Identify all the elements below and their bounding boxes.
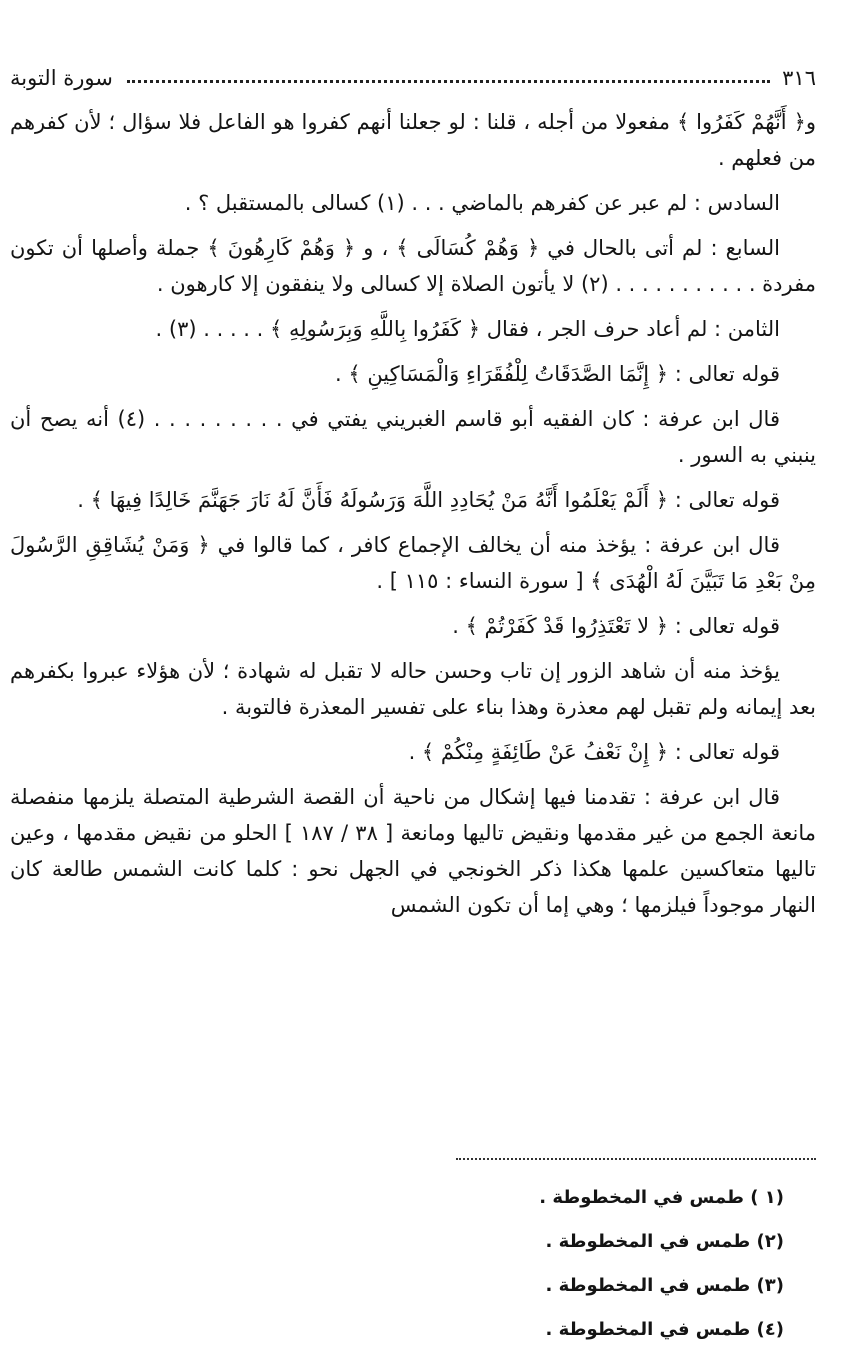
page-number: ٣١٦ [782,66,816,90]
footnote: (٤) طمس في المخطوطة . [545,1319,784,1340]
footnote: (١ ) طمس في المخطوطة . [539,1187,784,1208]
running-header [10,58,816,98]
paragraph: و﴿ أَنَّهُمْ كَفَرُوا ﴾ مفعولا من أجله ، قلنا : لو جعلنا أنهم كفروا هو الفاعل فلا سؤال ؛ لأن كفرهم من فعلهم . [10,110,816,170]
paragraph: السابع : لم أتى بالحال في ﴿ وَهُمْ كُسَالَى ﴾ ، و ﴿ وَهُمْ كَارِهُونَ ﴾ جملة وأصلها أن تكون مفردة . . . . . . . . . . . (٢) لا يأتون الصلاة إلا كسالى ولا ينفقون إلا كارهون . [10,236,816,296]
footnote-separator [456,1158,816,1160]
paragraph: قوله تعالى : ﴿ إِنَّمَا الصَّدَقَاتُ لِلْفُقَرَاءِ وَالْمَسَاكِينِ ﴾ . [334,362,780,386]
surah-title: سورة التوبة [10,66,113,90]
main-text [10,104,816,927]
paragraph: الثامن : لم أعاد حرف الجر ، فقال ﴿ كَفَرُوا بِاللَّهِ وَبِرَسُولِهِ ﴾ . . . . . (٣) . [155,317,780,341]
paragraph: قوله تعالى : ﴿ إِنْ نَعْفُ عَنْ طَائِفَةٍ مِنْكُمْ ﴾ . [408,740,780,764]
footnote: (٣) طمس في المخطوطة . [545,1275,784,1296]
header-dotted-leader [127,80,770,83]
paragraph: قال ابن عرفة : تقدمنا فيها إشكال من ناحية أن القصة الشرطية المتصلة يلزمها منفصلة مانعة الجمع من غير مقدمها ونقيض تاليها ومانعة [ ٣٨ / ١٨٧ ] الحلو من نقيض مقدمها ، وعين تاليها متعاكسين علمها هكذا ذكر الخونجي في الجهل نحو : كلما كانت الشمس طالعة كان النهار موجوداً فيلزمها ؛ وهي إما أن تكون الشمس [10,785,816,917]
footnote: (٢) طمس في المخطوطة . [545,1231,784,1252]
paragraph: قال ابن عرفة : يؤخذ منه أن يخالف الإجماع كافر ، كما قالوا في ﴿ وَمَنْ يُشَاقِقِ الرَّسُولَ مِنْ بَعْدِ مَا تَبَيَّنَ لَهُ الْهُدَى ﴾ [ سورة النساء : ١١٥ ] . [10,533,816,593]
paragraph: يؤخذ منه أن شاهد الزور إن تاب وحسن حاله لا تقبل له شهادة ؛ لأن هؤلاء عبروا بكفرهم بعد إيمانه ولم تقبل لهم معذرة وهذا بناء على تفسير المعذرة فالتوبة . [10,659,816,719]
paragraph: قال ابن عرفة : كان الفقيه أبو قاسم الغبريني يفتي في . . . . . . . . . (٤) أنه يصح أن ينبني به السور . [10,407,816,467]
paragraph: قوله تعالى : ﴿ أَلَمْ يَعْلَمُوا أَنَّهُ مَنْ يُحَادِدِ اللَّهَ وَرَسُولَهُ فَأَنَّ لَهُ نَارَ جَهَنَّمَ خَالِدًا فِيهَا ﴾ . [77,488,780,512]
paragraph: السادس : لم عبر عن كفرهم بالماضي . . . (١) كسالى بالمستقبل ؟ . [184,191,780,215]
paragraph: قوله تعالى : ﴿ لا تَعْتَذِرُوا قَدْ كَفَرْتُمْ ﴾ . [452,614,780,638]
footnotes [200,1176,784,1352]
